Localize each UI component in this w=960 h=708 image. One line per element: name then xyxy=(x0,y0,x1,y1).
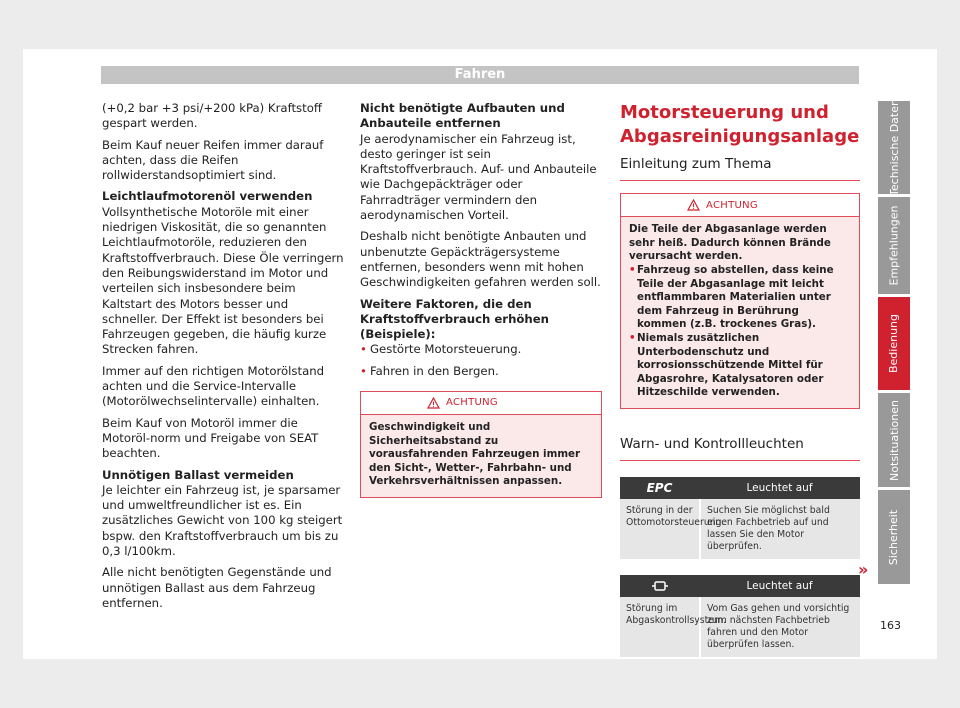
tab-label: Notsituationen xyxy=(887,399,901,481)
glow-plug-icon xyxy=(652,580,668,592)
warning-text: Die Teile der Abgasanlage werden sehr heiß. Dadurch können Brände verursacht werden. xyxy=(629,223,831,263)
warning-box xyxy=(620,193,860,409)
table-cell-action: Vom Gas gehen und vorsichtig zum nächsten Fachbetrieb fahren und den Motor überprüfen lassen. xyxy=(707,603,850,651)
warning-header xyxy=(361,392,601,415)
warning-text: Geschwindigkeit und Sicherheitsabstand zu vorausfahrenden Fahrzeugen immer den Sicht-, Wetter-, Fahrbahn- und Verkehrsverhältnissen anpassen. xyxy=(369,421,581,488)
column-3 xyxy=(620,101,860,657)
paragraph: Je aerodynamischer ein Fahrzeug ist, desto geringer ist sein Kraftstoffverbrauch. Auf- und Anbauteile wie Dachgepäckträger oder Fahrradträger vermindern den aerodynamischen Vorteil. xyxy=(360,131,597,223)
table-row xyxy=(620,499,860,559)
table-header-label: Leuchtet auf xyxy=(746,482,813,495)
table-cell-cause: Störung im Abgaskontrollsystem. xyxy=(620,597,701,657)
column-2 xyxy=(360,101,602,498)
paragraph: Beim Kauf von Motoröl immer die Motoröl-norm und Freigabe von SEAT beachten. xyxy=(102,415,319,461)
tab-label: Technische Daten xyxy=(887,99,901,196)
tab-label: Bedienung xyxy=(887,313,901,374)
warning-triangle-icon xyxy=(427,397,440,409)
paragraph: Alle nicht benötigten Gegenstände und unnötigen Ballast aus dem Fahrzeug entfernen. xyxy=(102,565,332,610)
page-number: 163 xyxy=(880,619,901,632)
warning-triangle-icon xyxy=(687,199,700,211)
subheading: Weitere Faktoren, die den Kraftstoffverbrauch erhöhen (Beispiele): xyxy=(360,296,549,342)
list-item: • Gestörte Motorsteuerung. xyxy=(360,342,602,357)
tab-label: Sicherheit xyxy=(887,509,901,565)
warning-bullet: • Niemals zusätzlichen Unterbodenschutz und korrosionsschützende Mittel für Abgasrohre, Katalysatoren oder Hitzeschilde verwenden. xyxy=(629,332,851,400)
paragraph: Vollsynthetische Motoröle mit einer niedrigen Viskosität, die so genannten Leichtlaufmotoröle, reduzieren den Kraftstoffverbrauch. Diese Öle verringern den Reibungswiderstand im Motor und verteilen sich insbesondere beim Kaltstart des Motors besser und schneller. Der Effekt ist besonders bei Fahrzeugen gegeben, die häufig kurze Strecken fahren. xyxy=(102,204,344,357)
subheading: Leichtlaufmotorenöl verwenden xyxy=(102,189,313,204)
paragraph: Beim Kauf neuer Reifen immer darauf achten, dass die Reifen rollwiderstandsoptimiert sind. xyxy=(102,137,324,183)
table-header xyxy=(620,575,860,597)
indicator-table xyxy=(620,477,860,559)
paragraph: (+0,2 bar +3 psi/+200 kPa) Kraftstoff gespart werden. xyxy=(102,101,322,131)
subheading: Nicht benötigte Aufbauten und Anbauteile entfernen xyxy=(360,101,565,131)
warning-label: ACHTUNG xyxy=(446,397,498,409)
page-title: Motorsteuerung und Abgasreinigungsanlage xyxy=(620,102,860,147)
section-title: Warn- und Kontrollleuchten xyxy=(620,437,860,461)
table-row xyxy=(620,597,860,657)
paragraph: Immer auf den richtigen Motorölstand achten und die Service-Intervalle (Motorölwechselintervalle) einhalten. xyxy=(102,363,325,409)
table-cell-cause: Störung in der Ottomotorsteuerung. xyxy=(620,499,701,559)
tab-bedienung[interactable] xyxy=(878,297,910,390)
section-header-label: Fahren xyxy=(454,67,506,82)
table-header xyxy=(620,477,860,499)
indicator-table xyxy=(620,575,860,657)
paragraph: Je leichter ein Fahrzeug ist, je sparsamer und umweltfreundlicher ist es. Ein zusätzliches Gewicht von 100 kg steigert bspw. den Kraftstoffverbrauch um bis zu 0,3 l/100km. xyxy=(102,482,343,559)
section-title: Einleitung zum Thema xyxy=(620,157,860,181)
epc-icon: EPC xyxy=(646,481,673,496)
tab-label: Empfehlungen xyxy=(887,205,901,286)
warning-bullet: • Fahrzeug so abstellen, dass keine Teile der Abgasanlage mit leicht entflammbaren Materialien unter dem Fahrzeug in Berührung kommen (z.B. trockenes Gras). xyxy=(629,264,851,332)
warning-header xyxy=(621,194,859,217)
tab-technische-daten[interactable] xyxy=(878,101,910,194)
section-header xyxy=(101,66,859,84)
warning-label: ACHTUNG xyxy=(706,199,758,211)
column-1 xyxy=(102,101,347,617)
tab-empfehlungen[interactable] xyxy=(878,197,910,294)
paragraph: Deshalb nicht benötigte Anbauten und unbenutzte Gepäckträgersysteme entfernen, besonders wenn mit hohen Geschwindigkeiten gefahren werden soll. xyxy=(360,229,601,290)
tab-sicherheit[interactable] xyxy=(878,490,910,584)
next-page-marker: » xyxy=(858,560,869,579)
warning-box xyxy=(360,391,602,498)
table-header-label: Leuchtet auf xyxy=(746,580,813,593)
list-item: • Fahren in den Bergen. xyxy=(360,364,602,379)
tab-notsituationen[interactable] xyxy=(878,393,910,487)
subheading: Unnötigen Ballast vermeiden xyxy=(102,467,294,482)
table-cell-action: Suchen Sie möglichst bald einen Fachbetrieb auf und lassen Sie den Motor überprüfen. xyxy=(707,505,830,553)
